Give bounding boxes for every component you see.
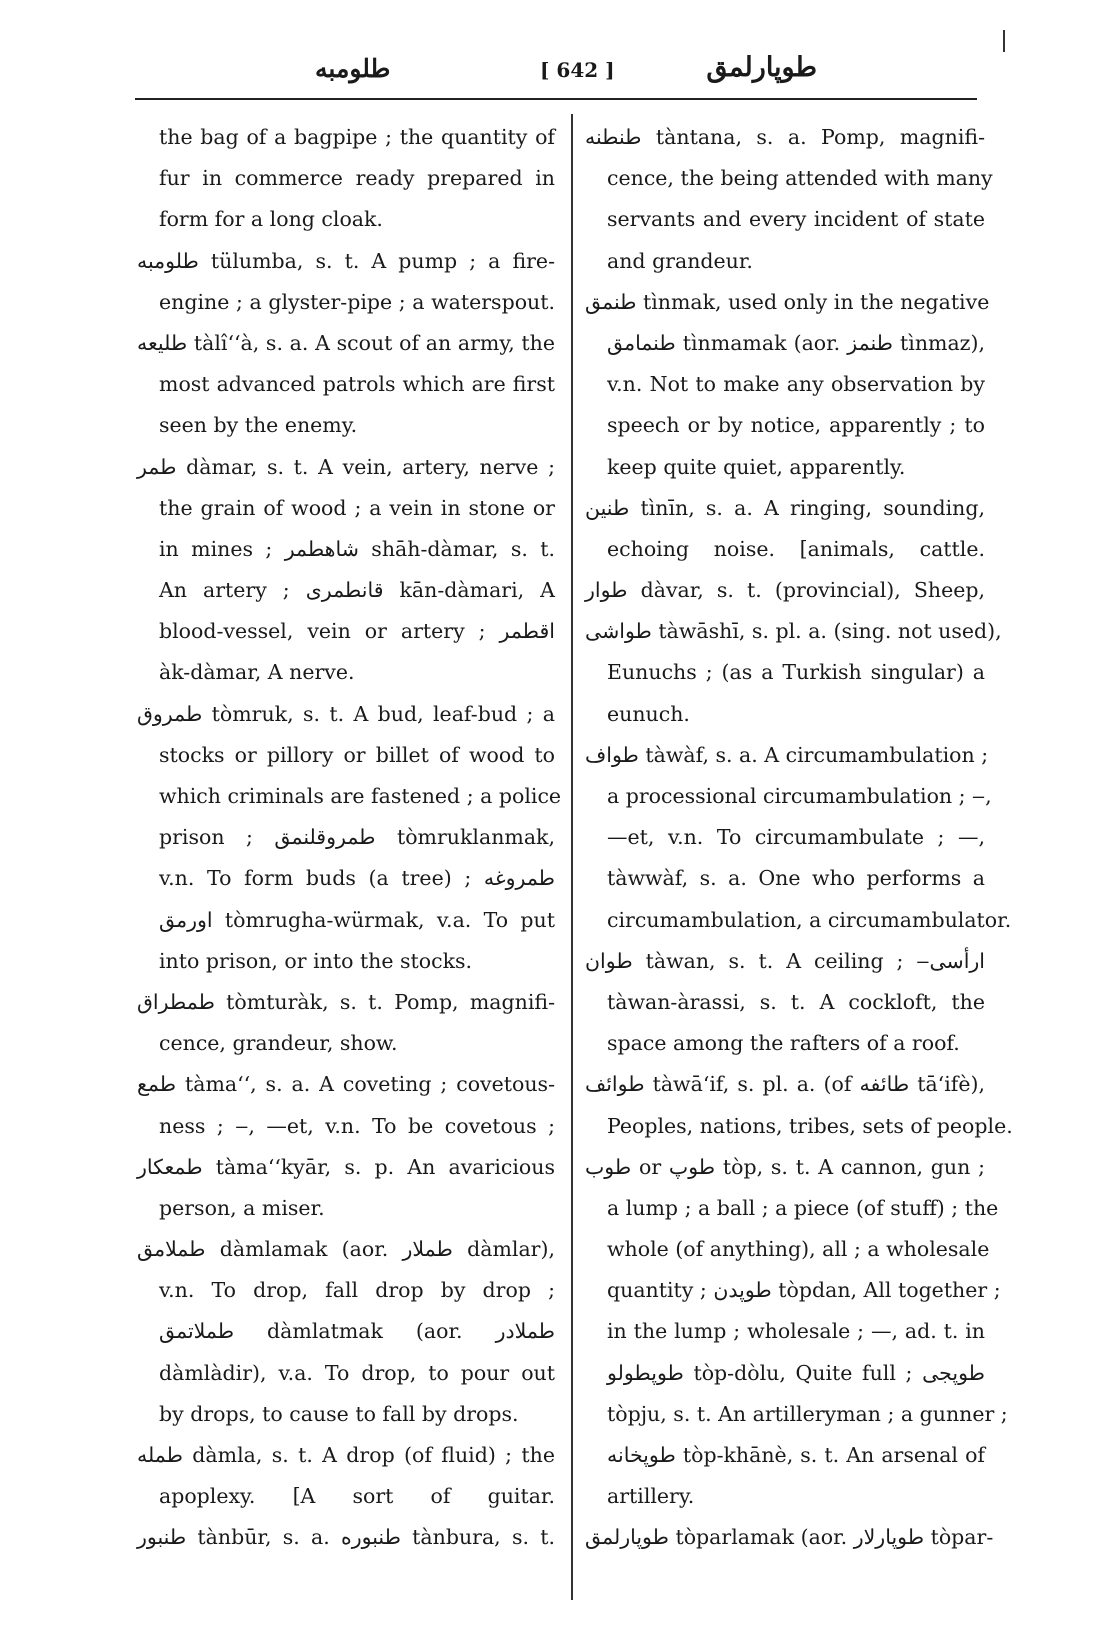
text-line: طنمامق tìnmamak (aor. طنمز tìnmaz), [607, 330, 985, 355]
text-line: servants and every incident of state [607, 207, 985, 232]
text-line: طوپارلمق tòparlamak (aor. طوپارلار tòpar- [585, 1525, 994, 1550]
text-line: cence, the being attended with many [607, 166, 993, 191]
text-line: a processional circumambulation ; ‒, [607, 784, 992, 808]
text-line: keep quite quiet, apparently. [607, 454, 906, 479]
text-line: Eunuchs ; (as a Turkish singular) a [607, 660, 985, 685]
text-line: whole (of anything), all ; a wholesale [607, 1237, 990, 1262]
text-line: cence, grandeur, show. [159, 1031, 398, 1056]
text-line: àk-dàmar, A nerve. [159, 660, 355, 685]
text-line: into prison, or into the stocks. [159, 948, 473, 973]
text-line: طملاتمق dàmlatmak (aor. طملادر [159, 1319, 555, 1344]
text-line: and grandeur. [607, 248, 753, 273]
text-line: طنطنه tàntana, s. a. Pomp, magnifi- [585, 125, 985, 149]
text-line: —et, v.n. To circumambulate ; —, [607, 825, 985, 850]
text-line: dàmlàdir), v.a. To drop, to pour out [159, 1360, 555, 1385]
text-line: v.n. To drop, fall drop by drop ; [159, 1278, 555, 1303]
text-line: stocks or pillory or billet of wood to [159, 742, 555, 767]
page-number: [ 642 ] [540, 58, 615, 82]
text-line: طوپطولو tòp-dòlu, Quite full ; طوپجی [607, 1360, 985, 1385]
text-line: in mines ; شاهطمر shāh-dàmar, s. t. [159, 536, 555, 561]
text-line: echoing noise. [animals, cattle. [607, 536, 985, 561]
text-line: طلومبه tülumba, s. t. A pump ; a fire- [137, 248, 555, 273]
text-line: tàwan-àrassi, s. t. A cockloft, the [607, 989, 985, 1014]
column-divider [571, 114, 573, 1600]
text-line: Peoples, nations, tribes, sets of people. [607, 1113, 1013, 1138]
text-line: اورمق tòmrugha-würmak, v.a. To put [159, 907, 555, 932]
text-line: ness ; ‒, —et, v.n. To be covetous ; [159, 1113, 555, 1138]
text-line: form for a long cloak. [159, 207, 383, 232]
text-line: طنمق tìnmak, used only in the negative [585, 289, 990, 314]
text-line: apoplexy. [A sort of guitar. [159, 1484, 555, 1509]
text-line: طوب or طوپ tòp, s. t. A cannon, gun ; [585, 1154, 985, 1179]
text-line: tàwwàf, s. a. One who performs a [607, 866, 985, 891]
text-line: speech or by notice, apparently ; to [607, 413, 985, 438]
text-line: طمعكار tàma‘‘kyār, s. p. An avaricious [137, 1154, 555, 1179]
text-line: engine ; a glyster-pipe ; a waterspout. [159, 289, 555, 314]
text-line: طنبور tànbūr, s. a. طنبوره tànbura, s. t. [137, 1525, 555, 1550]
text-line: fur in commerce ready prepared in [159, 166, 555, 191]
text-line: طمطراق tòmturàk, s. t. Pomp, magnifi- [137, 989, 555, 1014]
text-line: v.n. Not to make any observation by [607, 372, 985, 397]
text-line: طمله dàmla, s. t. A drop (of fluid) ; the [137, 1443, 555, 1467]
text-line: blood-vessel, vein or artery ; اقطمر [159, 619, 555, 644]
header-rule [135, 98, 977, 100]
header-left-catchword: طلومبه [315, 54, 391, 83]
text-line: طمروق tòmruk, s. t. A bud, leaf-bud ; a [137, 701, 555, 726]
text-line: in the lump ; wholesale ; —, ad. t. in [607, 1319, 985, 1344]
page-edge-mark [1003, 30, 1005, 52]
text-line: quantity ; طوپدن tòpdan, All together ; [607, 1278, 1001, 1303]
text-line: seen by the enemy. [159, 413, 358, 438]
text-line: tòpju, s. t. An artilleryman ; a gunner ; [607, 1401, 1008, 1426]
text-line: طواشی tàwāshī, s. pl. a. (sing. not used), [585, 619, 1002, 644]
text-line: طليعه tàlî‘‘à, s. a. A scout of an army, the [137, 330, 555, 355]
text-line: the grain of wood ; a vein in stone or [159, 495, 555, 520]
text-line: طواف tàwàf, s. a. A circumambulation ; [585, 742, 989, 767]
text-line: artillery. [607, 1484, 695, 1509]
left-column [137, 117, 562, 1559]
text-line: طوائف tàwā‘if, s. pl. a. (of طائفه tā‘ifè), [585, 1072, 985, 1097]
text-line: person, a miser. [159, 1195, 325, 1220]
text-line: by drops, to cause to fall by drops. [159, 1401, 519, 1426]
text-line: space among the rafters of a roof. [607, 1031, 960, 1056]
text-line: circumambulation, a circumambulator. [607, 907, 1012, 932]
text-line: prison ; طمروقلنمق tòmruklanmak, [159, 825, 555, 850]
text-line: v.n. To form buds (a tree) ; طمروغه [159, 866, 555, 891]
text-line: the bag of a bagpipe ; the quantity of [159, 125, 555, 149]
text-line: An artery ; قانطمری kān-dàmari, A [159, 578, 555, 603]
text-line: which criminals are fastened ; a police [159, 784, 562, 808]
text-line: طمع tàma‘‘, s. a. A coveting ; covetous- [137, 1072, 555, 1097]
text-line: طوار dàvar, s. t. (provincial), Sheep, [585, 578, 985, 603]
text-line: a lump ; a ball ; a piece (of stuff) ; the [607, 1195, 999, 1220]
header-right-catchword: طوپارلمق [706, 52, 817, 83]
running-header [135, 48, 977, 98]
text-line: طوان tàwan, s. t. A ceiling ; ‒ارأسی [585, 948, 985, 973]
text-line: طملامق dàmlamak (aor. طملار dàmlar), [137, 1237, 555, 1262]
text-line: طنين tìnīn, s. a. A ringing, sounding, [585, 495, 985, 520]
text-line: eunuch. [607, 701, 690, 726]
text-line: طمر dàmar, s. t. A vein, artery, nerve ; [137, 454, 555, 479]
right-column [585, 117, 1013, 1559]
text-line: most advanced patrols which are first [159, 372, 555, 397]
text-line: طوپخانه tòp-khānè, s. t. An arsenal of [607, 1443, 985, 1467]
